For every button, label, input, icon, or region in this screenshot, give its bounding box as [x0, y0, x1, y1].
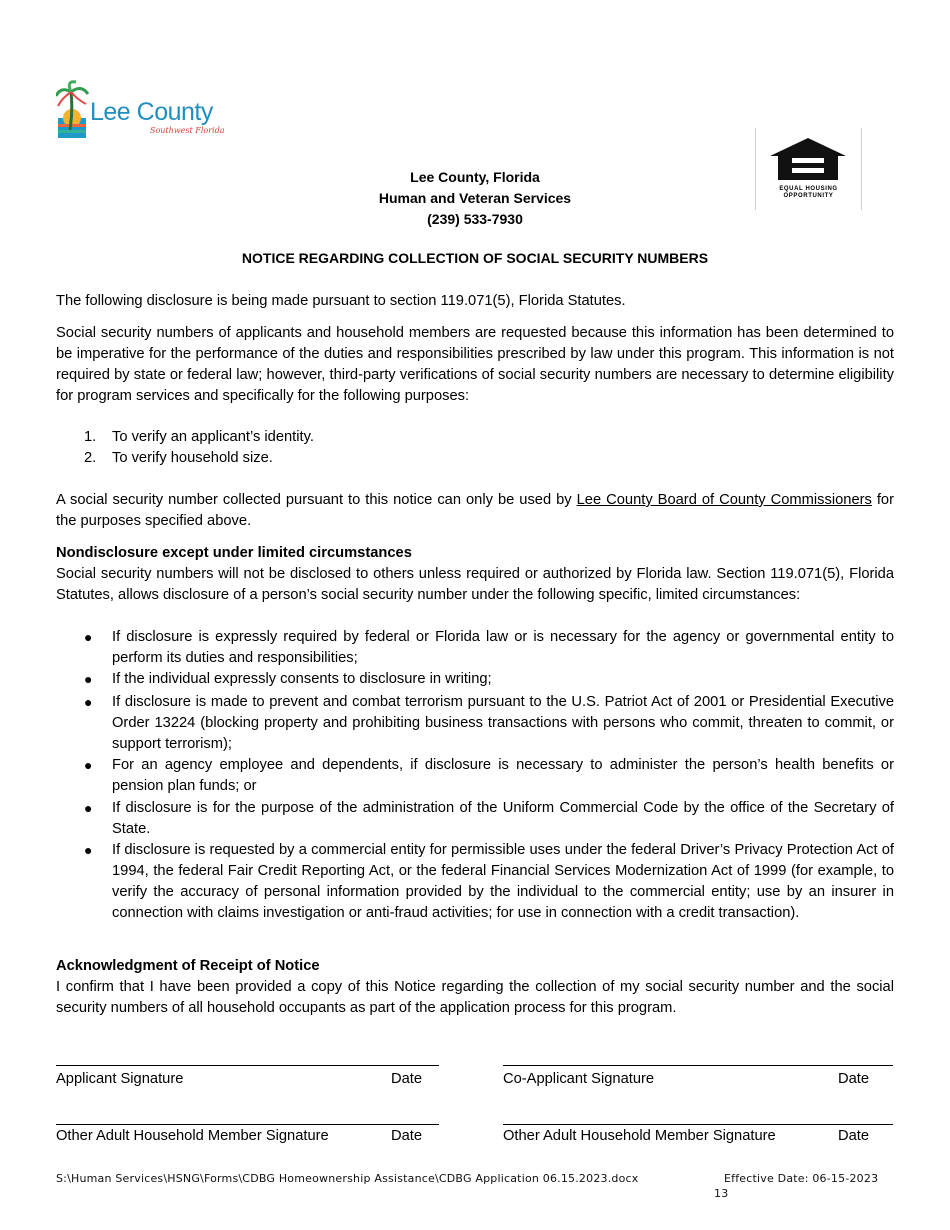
- header-phone: (239) 533-7930: [427, 211, 523, 227]
- list-number: 1.: [84, 429, 97, 445]
- list-text: To verify household size.: [112, 450, 273, 466]
- list-text: If disclosure is for the purpose of the administration of the Uniform Commercial Code by the office of the Secretary of State.: [112, 800, 894, 837]
- bullet-icon: ●: [84, 757, 93, 773]
- list-text: If the individual expressly consents to disclosure in writing;: [112, 671, 492, 687]
- intro-paragraph: The following disclosure is being made pursuant to section 119.071(5), Florida Statutes.: [56, 293, 626, 309]
- other-adult-1-signature-line[interactable]: [56, 1124, 439, 1125]
- bullet-icon: ●: [84, 629, 93, 645]
- list-text: For an agency employee and dependents, if disclosure is necessary to administer the person’s health benefits or pension plan funds; or: [112, 757, 894, 794]
- bullet-icon: ●: [84, 800, 93, 816]
- applicant-signature-line[interactable]: [56, 1065, 439, 1066]
- acknowledgment-heading: Acknowledgment of Receipt of Notice: [56, 958, 320, 974]
- list-text: If disclosure is expressly required by federal or Florida law or is necessary for the agency or governmental entity to perform its duties and responsibilities;: [112, 629, 894, 666]
- other-adult-2-signature-line[interactable]: [503, 1124, 893, 1125]
- footer-effective-date: Effective Date: 06-15-2023: [724, 1172, 879, 1185]
- co-applicant-signature-label: Co-Applicant Signature: [503, 1071, 655, 1087]
- bullet-icon: ●: [84, 671, 93, 687]
- usage-text-before: A social security number collected pursuant to this notice can only be used by: [56, 492, 577, 508]
- list-item: [56, 755, 894, 797]
- list-number: 2.: [84, 450, 97, 466]
- applicant-date-label: Date: [391, 1071, 423, 1087]
- usage-text-after: for the purposes specified above.: [56, 492, 894, 529]
- logo-name: Lee County: [90, 98, 213, 126]
- list-text: If disclosure is made to prevent and combat terrorism pursuant to the U.S. Patriot Act of 2001 or Presidential Executive Order 13224 (blocking property and prohibiting business transactions with persons who commit, threaten to commit, or support terrorism);: [112, 694, 894, 752]
- nondisclosure-section: [56, 543, 894, 606]
- letterhead: [0, 167, 950, 230]
- co-applicant-signature-line[interactable]: [503, 1065, 893, 1066]
- other-adult-1-signature-label: Other Adult Household Member Signature: [56, 1128, 329, 1144]
- applicant-signature-label: Applicant Signature: [56, 1071, 184, 1087]
- bullet-icon: ●: [84, 694, 93, 710]
- list-item: [56, 840, 894, 924]
- acknowledgment-text: I confirm that I have been provided a copy of this Notice regarding the collection of my social security number and the social security numbers of all household occupants as part of the application process for this program.: [56, 979, 894, 1016]
- footer-file-path: S:\Human Services\HSNG\Forms\CDBG Homeownership Assistance\CDBG Application 06.15.2023.docx: [56, 1172, 639, 1185]
- eho-line-1: EQUAL HOUSING: [779, 186, 838, 192]
- lee-county-logo: [56, 80, 236, 140]
- header-department: Human and Veteran Services: [378, 190, 572, 206]
- other-adult-1-date-label: Date: [391, 1128, 423, 1144]
- eho-line-2: OPPORTUNITY: [783, 192, 834, 199]
- usage-entity: Lee County Board of County Commissioners: [576, 492, 872, 508]
- list-item: [56, 798, 894, 840]
- nondisclosure-text: Social security numbers will not be disclosed to others unless required or authorized by Florida law. Section 119.071(5), Florida Statutes, allows disclosure of a person’s social security number under the following specific, limited circumstances:: [56, 566, 894, 603]
- list-item: [56, 669, 894, 690]
- list-item: [56, 627, 894, 669]
- acknowledgment-section: [56, 956, 894, 1019]
- page-number: 13: [714, 1187, 729, 1200]
- other-adult-2-date-label: Date: [838, 1128, 870, 1144]
- nondisclosure-heading: Nondisclosure except under limited circumstances: [56, 545, 412, 561]
- other-adult-2-signature-label: Other Adult Household Member Signature: [503, 1128, 776, 1144]
- list-text: To verify an applicant’s identity.: [112, 429, 314, 445]
- logo-tagline: Southwest Florida: [150, 126, 225, 135]
- header-county: Lee County, Florida: [410, 169, 540, 185]
- co-applicant-date-label: Date: [838, 1071, 870, 1087]
- list-item: [56, 692, 894, 755]
- purpose-paragraph: Social security numbers of applicants and household members are requested because this information has been determined to be imperative for the performance of the duties and responsibilities prescribed by law under this program. This information is not required by state or federal law; however, third-party verifications of social security numbers are necessary to determine eligibility for program services and specifically for the following purposes:: [56, 325, 894, 404]
- usage-paragraph: [56, 490, 894, 532]
- list-text: If disclosure is requested by a commercial entity for permissible uses under the federal Driver’s Privacy Protection Act of 1994, the federal Fair Credit Reporting Act, or the federal Financial Services Modernization Act of 1999 (for example, to verify the accuracy of personal information provided by the individual to the commercial entity; use by an insurer in connection with claims investigation or anti-fraud activities; for use in connection with a credit transaction).: [112, 842, 894, 921]
- notice-title: NOTICE REGARDING COLLECTION OF SOCIAL SECURITY NUMBERS: [241, 250, 709, 266]
- bullet-icon: ●: [84, 842, 93, 858]
